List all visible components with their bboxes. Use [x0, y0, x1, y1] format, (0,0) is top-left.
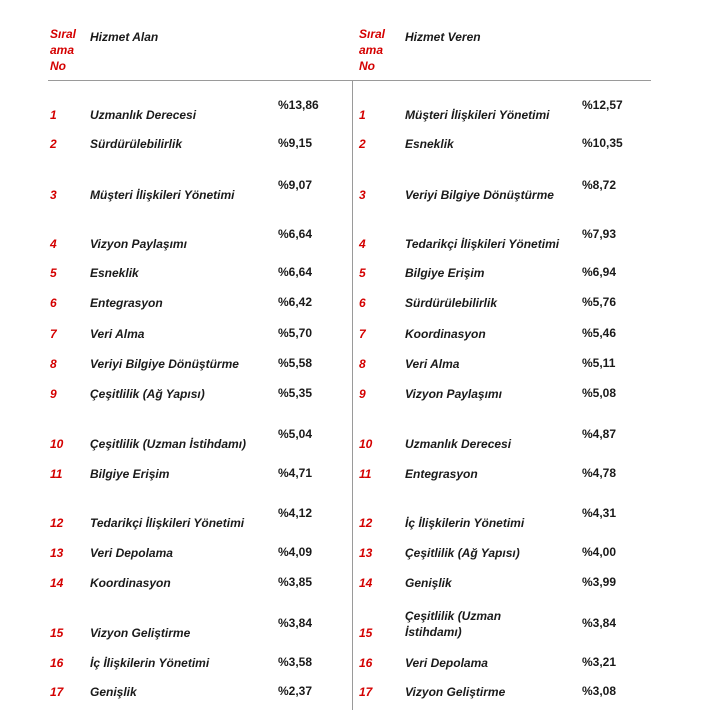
right-criterion-label: Veri Alma [405, 357, 460, 371]
left-criterion-label: Uzmanlık Derecesi [90, 108, 197, 122]
left-percentage: %4,12 [278, 506, 313, 520]
left-rank-number: 12 [50, 516, 64, 530]
left-rank-number: 4 [50, 237, 57, 251]
left-criterion-label: Vizyon Geliştirme [90, 626, 191, 640]
left-percentage: %6,42 [278, 295, 313, 309]
left-rank-number: 1 [50, 108, 57, 122]
left-column-title: Hizmet Alan [90, 30, 159, 44]
left-percentage: %5,35 [278, 386, 313, 400]
right-percentage: %6,94 [582, 265, 617, 279]
left-rank-number: 15 [50, 626, 64, 640]
right-criterion-label: Sürdürülebilirlik [405, 296, 498, 310]
right-criterion-label: Çeşitlilik (Ağ Yapısı) [405, 546, 520, 560]
right-percentage: %7,93 [582, 227, 617, 241]
right-percentage: %3,84 [582, 616, 617, 630]
right-criterion-label: Esneklik [405, 137, 454, 151]
left-criterion-label: Koordinasyon [90, 576, 171, 590]
left-percentage: %9,15 [278, 136, 313, 150]
right-rank-number: 6 [359, 296, 366, 310]
right-rank-number: 14 [359, 576, 373, 590]
right-percentage: %5,08 [582, 386, 617, 400]
left-rank-number: 3 [50, 188, 57, 202]
right-rank-number: 2 [359, 137, 366, 151]
right-percentage: %4,87 [582, 427, 617, 441]
right-criterion-label: Koordinasyon [405, 327, 486, 341]
left-rank-number: 10 [50, 437, 64, 451]
left-criterion-label: Genişlik [90, 685, 137, 699]
right-rank-header: Sıral ama No [359, 27, 386, 73]
right-criterion-label: Uzmanlık Derecesi [405, 437, 512, 451]
right-percentage: %4,31 [582, 506, 617, 520]
left-rank-number: 11 [50, 467, 63, 481]
left-rank-number: 6 [50, 296, 57, 310]
right-rank-number: 8 [359, 357, 366, 371]
left-percentage: %2,37 [278, 684, 313, 698]
right-percentage: %3,21 [582, 655, 617, 669]
right-criterion-label: Vizyon Paylaşımı [405, 387, 502, 401]
left-rank-number: 7 [50, 327, 57, 341]
right-percentage: %8,72 [582, 178, 617, 192]
left-percentage: %6,64 [278, 227, 313, 241]
right-rank-number: 13 [359, 546, 373, 560]
left-rank-number: 13 [50, 546, 64, 560]
right-criterion-label: Tedarikçi İlişkileri Yönetimi [405, 237, 560, 251]
left-header-divider [48, 80, 352, 81]
left-criterion-label: Sürdürülebilirlik [90, 137, 183, 151]
right-rank-number: 4 [359, 237, 366, 251]
right-percentage: %3,99 [582, 575, 617, 589]
right-rank-number: 16 [359, 656, 373, 670]
left-criterion-label: Müşteri İlişkileri Yönetimi [90, 188, 235, 202]
left-percentage: %4,09 [278, 545, 313, 559]
right-percentage: %12,57 [582, 98, 623, 112]
right-criterion-label: Vizyon Geliştirme [405, 685, 506, 699]
right-percentage: %5,11 [582, 356, 616, 370]
right-column-title: Hizmet Veren [405, 30, 481, 44]
right-percentage: %10,35 [582, 136, 623, 150]
right-header-divider [353, 80, 651, 81]
left-criterion-label: Veri Alma [90, 327, 145, 341]
left-percentage: %3,84 [278, 616, 313, 630]
left-criterion-label: Veri Depolama [90, 546, 173, 560]
right-criterion-label: Entegrasyon [405, 467, 478, 481]
right-criterion-label: Çeşitlilik (Uzman İstihdamı) [405, 609, 502, 639]
right-criterion-label: Veriyi Bilgiye Dönüştürme [405, 188, 554, 202]
left-criterion-label: Entegrasyon [90, 296, 163, 310]
left-rank-number: 17 [50, 685, 64, 699]
right-rank-number: 1 [359, 108, 366, 122]
right-rank-number: 17 [359, 685, 373, 699]
right-criterion-label: İç İlişkilerin Yönetimi [405, 516, 525, 530]
right-criterion-label: Genişlik [405, 576, 452, 590]
left-rank-number: 2 [50, 137, 57, 151]
left-percentage: %5,04 [278, 427, 313, 441]
right-rank-number: 11 [359, 467, 372, 481]
left-rank-number: 14 [50, 576, 64, 590]
left-percentage: %9,07 [278, 178, 313, 192]
right-percentage: %4,00 [582, 545, 617, 559]
right-percentage: %4,78 [582, 466, 617, 480]
right-criterion-label: Veri Depolama [405, 656, 488, 670]
left-percentage: %5,70 [278, 326, 313, 340]
left-percentage: %3,85 [278, 575, 313, 589]
left-criterion-label: Veriyi Bilgiye Dönüştürme [90, 357, 239, 371]
left-percentage: %3,58 [278, 655, 313, 669]
left-rank-number: 5 [50, 266, 57, 280]
left-rank-header: Sıral ama No [50, 27, 77, 73]
left-percentage: %6,64 [278, 265, 313, 279]
right-rank-number: 7 [359, 327, 366, 341]
left-rank-number: 8 [50, 357, 57, 371]
left-criterion-label: İç İlişkilerin Yönetimi [90, 656, 210, 670]
left-criterion-label: Çeşitlilik (Uzman İstihdamı) [90, 437, 247, 451]
right-rank-number: 9 [359, 387, 366, 401]
right-percentage: %5,46 [582, 326, 617, 340]
right-rank-number: 3 [359, 188, 366, 202]
right-rank-number: 10 [359, 437, 373, 451]
left-criterion-label: Çeşitlilik (Ağ Yapısı) [90, 387, 205, 401]
right-criterion-label: Müşteri İlişkileri Yönetimi [405, 108, 550, 122]
left-percentage: %13,86 [278, 98, 319, 112]
right-criterion-label: Bilgiye Erişim [405, 266, 485, 280]
left-rank-number: 16 [50, 656, 64, 670]
left-percentage: %5,58 [278, 356, 313, 370]
right-rank-number: 5 [359, 266, 366, 280]
left-percentage: %4,71 [278, 466, 313, 480]
left-criterion-label: Bilgiye Erişim [90, 467, 170, 481]
right-percentage: %3,08 [582, 684, 617, 698]
right-percentage: %5,76 [582, 295, 617, 309]
left-criterion-label: Tedarikçi İlişkileri Yönetimi [90, 516, 245, 530]
right-rank-number: 15 [359, 626, 373, 640]
column-divider [352, 80, 353, 710]
right-rank-number: 12 [359, 516, 373, 530]
left-criterion-label: Vizyon Paylaşımı [90, 237, 187, 251]
left-criterion-label: Esneklik [90, 266, 139, 280]
left-rank-number: 9 [50, 387, 57, 401]
